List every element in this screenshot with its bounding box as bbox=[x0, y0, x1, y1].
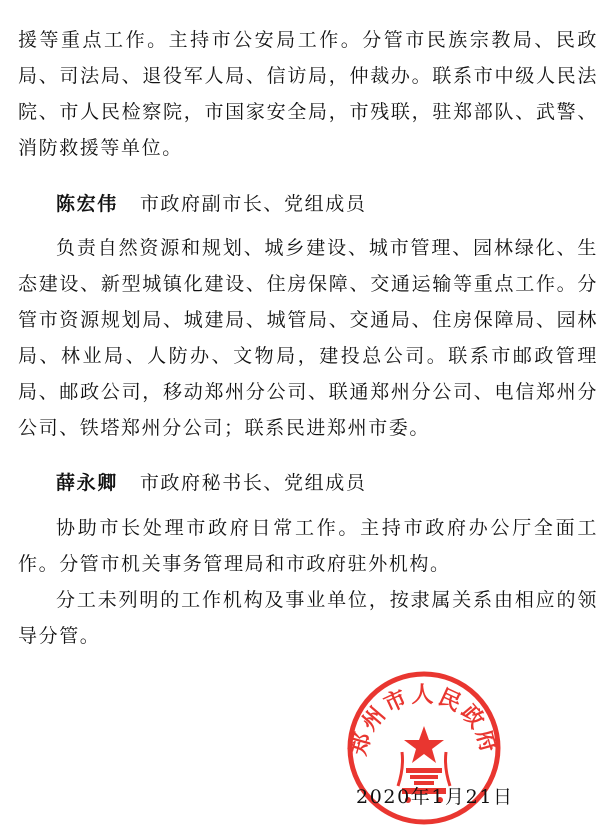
official-name: 薛永卿 bbox=[56, 472, 118, 494]
seal-text: 郑州市人民政府 bbox=[346, 683, 502, 758]
official-title: 市政府秘书长、党组成员 bbox=[139, 472, 367, 494]
paragraph-unassigned-note: 分工未列明的工作机构及事业单位，按隶属关系由相应的领导分管。 bbox=[18, 589, 598, 647]
paragraph-duties-chen: 负责自然资源和规划、城乡建设、城市管理、园林绿化、生态建设、新型城镇化建设、住房保障、交通运输等重点工作。分管市资源规划局、城建局、城管局、交通局、住房保障局、园林局、林业局、人防办、文物局，建投总公司。联系市邮政管理局、邮政公司，移动郑州分公司、联通郑州分公司、电信郑州分公司、铁塔郑州分公司；联系民进郑州市委。 bbox=[18, 237, 598, 439]
document-date: 2020年1月21日 bbox=[356, 786, 514, 808]
official-heading-chen bbox=[56, 186, 366, 222]
official-name: 陈宏伟 bbox=[56, 193, 118, 215]
paragraph-duties-xue: 协助市长处理市政府日常工作。主持市政府办公厅全面工作。分管市机关事务管理局和市政府驻外机构。 bbox=[18, 517, 598, 575]
seal-star-icon bbox=[404, 726, 444, 763]
paragraph-duties-continued: 援等重点工作。主持市公安局工作。分管市民族宗教局、民政局、司法局、退役军人局、信访局，仲裁办。联系市中级人民法院、市人民检察院，市国家安全局，市残联，驻郑部队、武警、消防救援等单位。 bbox=[18, 29, 598, 159]
official-heading-xue bbox=[56, 465, 366, 501]
official-title: 市政府副市长、党组成员 bbox=[139, 193, 367, 215]
